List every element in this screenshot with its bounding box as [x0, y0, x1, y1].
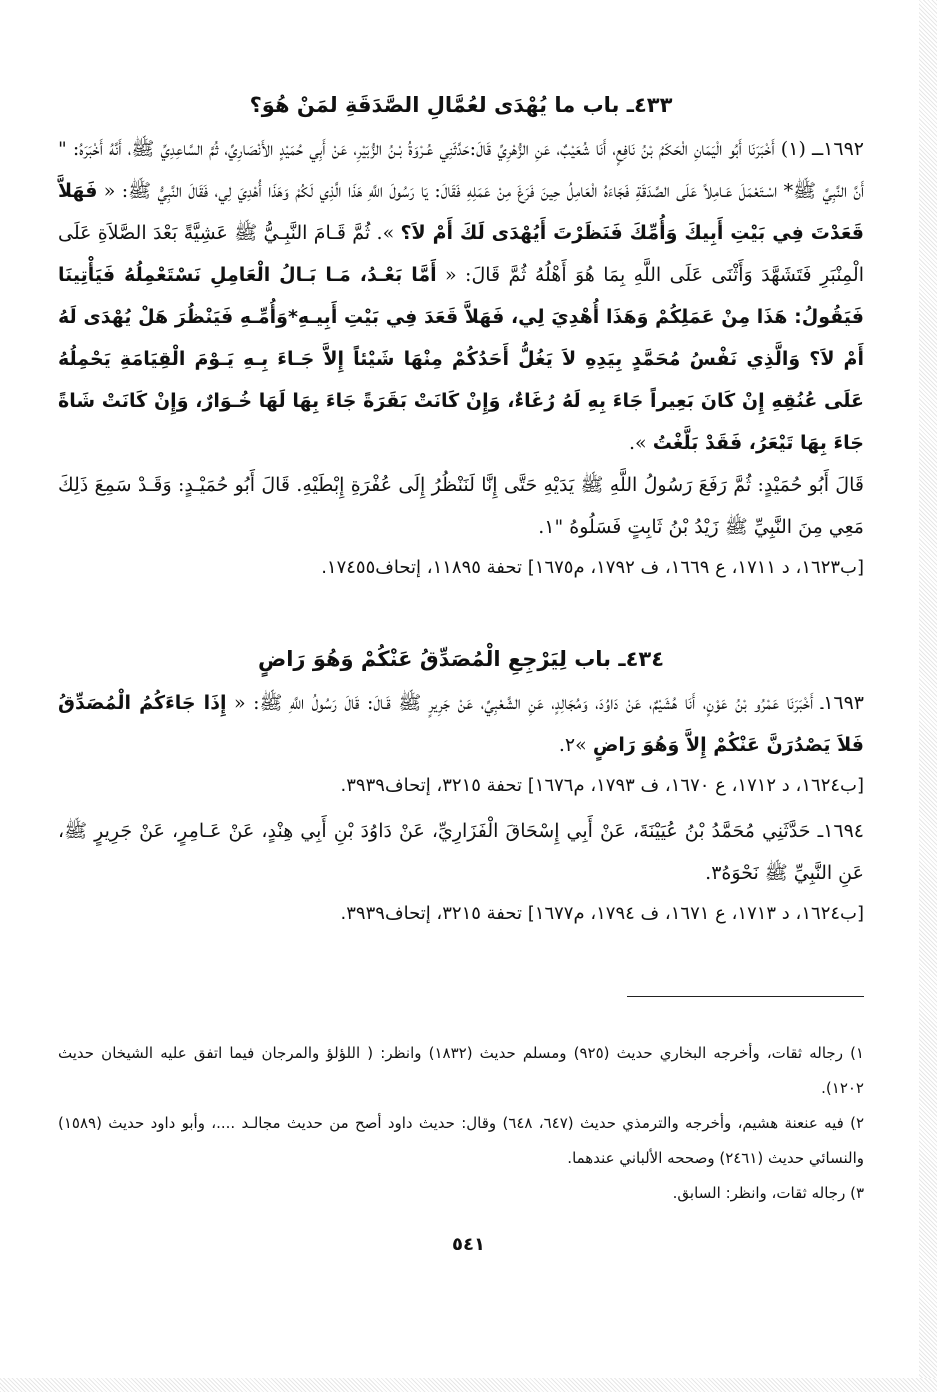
main-text: [58, 88, 864, 938]
hadith-1693-intro: ١٦٩٣ـ أَخْبَرَنَا عَمْرُو بْنُ عَوْنٍ، أَنَا هُشَيْمٌ، عَنْ دَاوُدَ، وَمُجَالِدٍ، عَنِ الشَّعْبِيِّ، عَنْ جَرِيرٍ ﷺ قَـالَ: قَالَ رَسُولُ اللَّهِ ﷺ: «: [233, 692, 865, 714]
page-number: ٥٤١: [452, 1234, 485, 1255]
scan-edge-right: [919, 0, 937, 1392]
footnote-2: ٢) فيه عنعنة هشيم، وأخرجه والترمذي حديث (٦٤٧، ٦٤٨) وقال: حديث داود أصح من حديث مجالـد ....، وأبو داود حديث (١٥٨٩) والنسائي حديث (٢٤٦١) وصححه الألباني عندهما.: [58, 1114, 865, 1167]
footnote-divider: [627, 996, 864, 997]
hadith-1694: ١٦٩٤ـ حَدَّثَنِي مُحَمَّدُ بْنُ عُيَيْنَةَ، عَنْ أَبِي إِسْحَاقَ الْفَزَارِيِّ، عَنْ دَاوُدَ بْنِ أَبِي هِنْدٍ، عَنْ عَـامِرٍ، عَنْ جَرِيرٍ ﷺ، عَنِ النَّبِيِّ ﷺ نَحْوَهُ٣.: [58, 820, 864, 884]
hadith-1692-intro: ١٦٩٢ــ (١) أَخْبَرَنَا أَبُو الْيَمَانِ الْحَكَمُ بْنُ نَافِعٍ، أَنَا شُعَيْبٌ، عَنِ الزُّهْرِيِّ قَالَ:حَدَّثَنِي عُـرْوَةُ بْـنُ الزُّبَيْرِ، عَنْ أَبِي حُمَيْدٍ الأَنْصَارِيِّ، ثُمَّ السَّاعِدِيِّ ﷺ، أَنَّهُ أَخْبَرَهُ: " أَنَّ النَّبِيَّ ﷺ* اسْـتَعْمَلَ عَـامِلاً عَلَى الصَّدَقَةِ فَجَاءَهُ الْعَامِلُ حِينَ فَرَغَ مِنْ عَمَلِهِ فَقَالَ: يَا رَسُولَ اللَّهِ هَذَا الَّذِي لَكُمْ وَهَذَا أُهْدِيَ لِي، فَقَالَ النَّبِيُّ ﷺ: «: [58, 138, 864, 202]
reference-line-1694: [ب١٦٢٤، د ١٧١٣، ع ١٦٧١، ف ١٧٩٤، م١٦٧٧] تحفة ٣٢١٥، إتحاف٣٩٣٩.: [340, 903, 864, 924]
footnote-1: ١) رجاله ثقات، وأخرجه البخاري حديث (٩٢٥) ومسلم حديث (١٨٣٢) وانظر: ( اللؤلؤ والمرجان فيما اتفق عليه الشيخان حديث ١٢٠٢).: [58, 1044, 864, 1097]
hadith-1693: [58, 682, 864, 766]
reference-line-1693: [ب١٦٢٤، د ١٧١٢، ع ١٦٧٠، ف ١٧٩٣، م١٦٧٦] تحفة ٣٢١٥، إتحاف٣٩٣٩.: [340, 775, 864, 796]
footnotes: [58, 1036, 864, 1211]
hadith-1693-quote: إِذَا جَاءَكُمُ الْمُصَدِّقُ فَلاَ يَصْدُرَنَّ عَنْكُمْ إِلاَّ وَهُوَ رَاضٍ: [58, 692, 864, 756]
scan-edge-bottom: [0, 1378, 937, 1392]
footnote-3: ٣) رجاله ثقات، وانظر: السابق.: [672, 1184, 864, 1202]
reference-line-1692: [ب١٦٢٣، د ١٧١١، ع ١٦٦٩، ف ١٧٩٢، م١٦٧٥] تحفة ١١٨٩٥، إتحاف١٧٤٥٥.: [321, 557, 864, 578]
chapter-heading-433: ٤٣٣ـ باب ما يُهْدَى لعُمَّالِ الصَّدَقَةِ لمَنْ هُوَ؟: [249, 93, 673, 117]
hadith-1692-end: ».: [628, 432, 647, 454]
hadith-1692-mid: ». ثُمَّ قَـامَ النَّبِـيُّ ﷺ عَشِيَّةً بَعْدَ الصَّلاَةِ عَلَى الْمِنْبَرِ فَتَشَهَّدَ وَأَثْنَى عَلَى اللَّهِ بِمَا هُوَ أَهْلُهُ ثُمَّ قَالَ: «: [58, 222, 864, 286]
chapter-heading-434: ٤٣٤ـ باب لِيَرْجِعِ الْمُصَدِّقُ عَنْكُمْ وَهُوَ رَاضٍ: [257, 647, 665, 671]
hadith-1692-tail: قَالَ أَبُو حُمَيْدٍ: ثُمَّ رَفَعَ رَسُولُ اللَّهِ ﷺ يَدَيْهِ حَتَّى إِنَّا لَنَنْظُرُ إِلَى عُفْرَةِ إِبْطَيْهِ. قَالَ أَبُو حُمَيْـدٍ: وَقَـدْ سَمِعَ ذَلِكَ مَعِي مِنَ النَّبِيِّ ﷺ زَيْدُ بْنُ ثَابِتٍ فَسَلُوهُ "١.: [58, 474, 864, 538]
section-spacer: [58, 592, 864, 642]
hadith-1692: [58, 128, 864, 464]
hadith-1692-quote-2: أَمَّا بَعْـدُ، مَـا بَـالُ الْعَامِلِ نَسْتَعْمِلُهُ فَيَأْتِينَا فَيَقُولُ: هَذَا مِنْ عَمَلِكُمْ وَهَذَا أُهْدِيَ لِي، فَهَلاَّ قَعَدَ فِي بَيْتِ أَبِيـهِ*وَأُمِّـهِ فَيَنْظُرَ هَلْ يُهْدَى لَهُ أَمْ لاَ؟ وَالَّذِي نَفْسُ مُحَمَّدٍ بِيَدِهِ لاَ يَغُلُّ أَحَدُكُمْ مِنْهَا شَيْئاً إِلاَّ جَـاءَ بِـهِ يَـوْمَ الْقِيَامَةِ يَحْمِلُهُ عَلَى عُنُقِهِ إِنْ كَانَ بَعِيراً جَاءَ بِهِ لَهُ رُغَاءٌ، وَإِنْ كَانَتْ بَقَرَةً جَاءَ بِهَا لَهَا خُـوَارٌ، وَإِنْ كَانَتْ شَاةً جَاءَ بِهَا تَيْعَرُ، فَقَدْ بَلَّغْتُ: [58, 264, 864, 454]
hadith-1692-quote-1: فَهَلاَّ قَعَدْتَ فِي بَيْتِ أَبِيكَ وَأُمِّكَ فَنَظَرْتَ أَيُهْدَى لَكَ أَمْ لاَ؟: [58, 180, 864, 244]
hadith-1693-end: »٢.: [558, 734, 587, 756]
